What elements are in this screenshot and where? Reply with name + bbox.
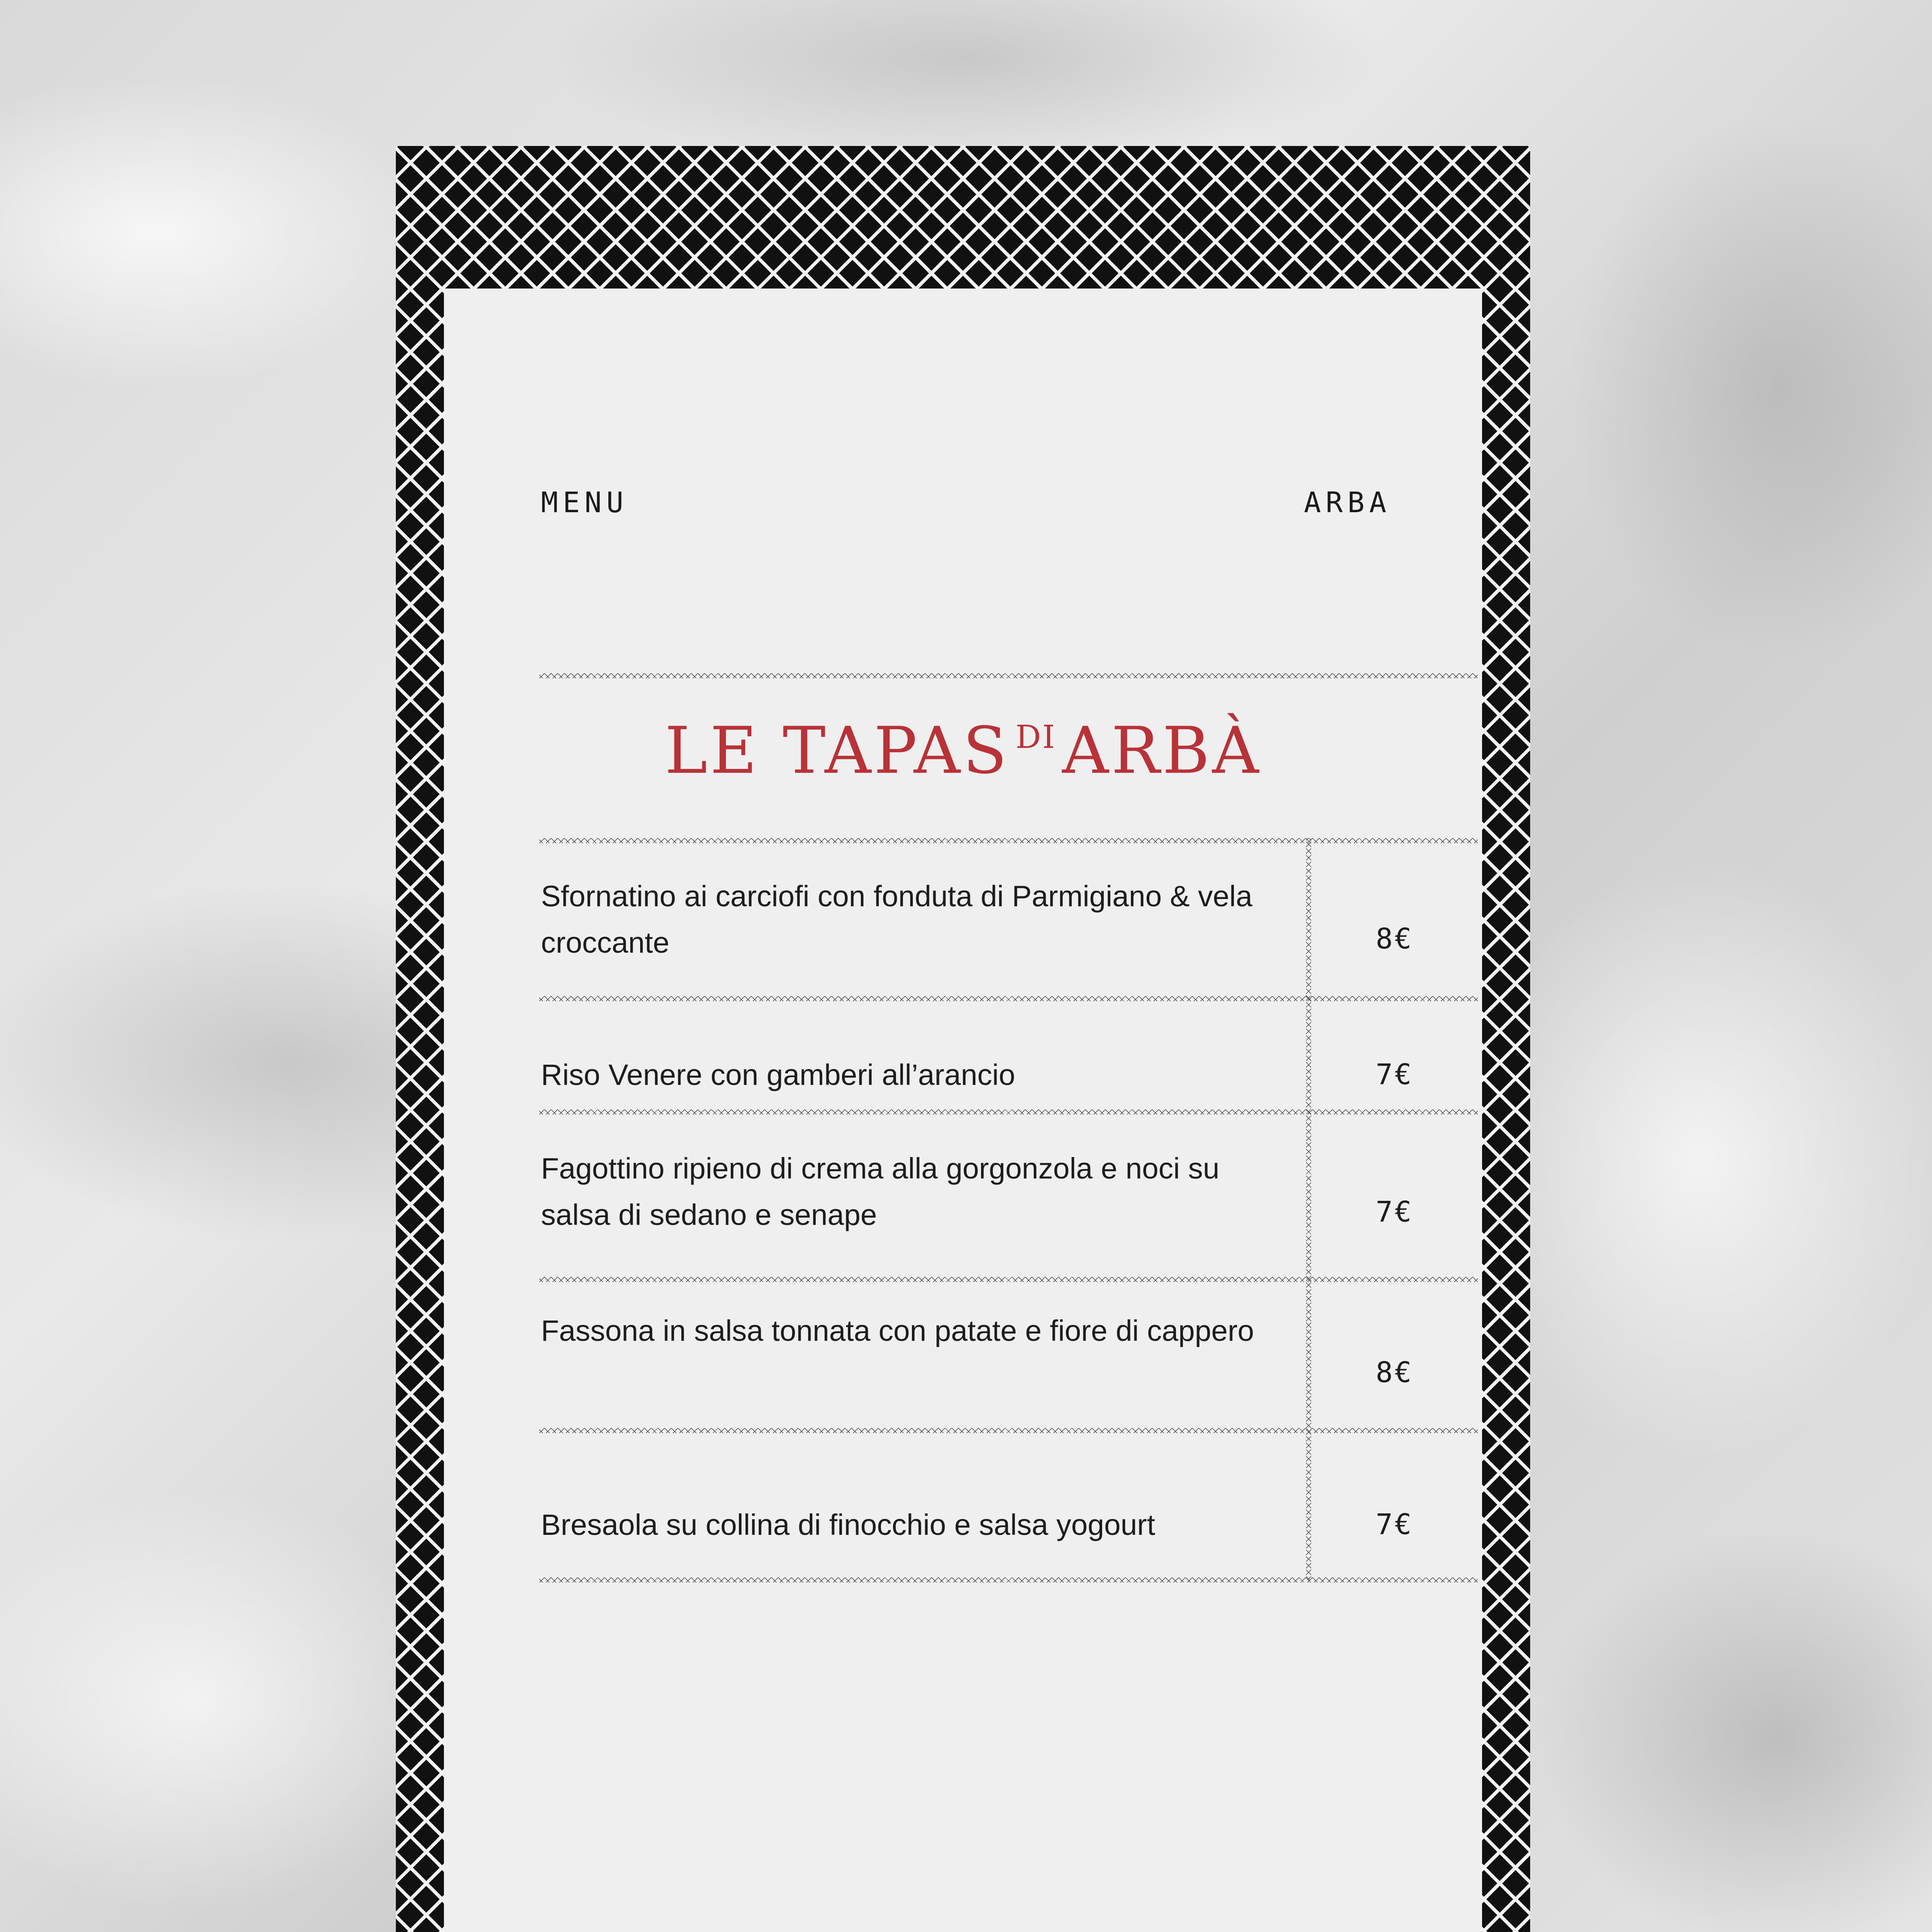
row-divider [539,1277,1478,1282]
title-top-rule [539,673,1478,678]
menu-item-price: 7€ [1376,1508,1413,1541]
menu-item-price: 8€ [1376,1356,1413,1389]
menu-item-name: Fassona in salsa tonnata con patate e fiore di cappero [541,1314,1254,1347]
row-divider [539,1109,1478,1115]
menu-title-main: LE TAPAS [665,714,1010,788]
menu-item-name: Riso Venere con gamberi all’arancio [541,1058,1015,1091]
brand-label: ARBA [1304,486,1391,519]
menu-item-price: 8€ [1376,922,1413,955]
menu-label: MENU [541,486,628,519]
menu-item-name: Sfornatino ai carciofi con fonduta di Parmigiano & vela croccante [541,880,1252,959]
row-divider [539,996,1478,1001]
menu-card [396,146,1530,1932]
row-divider [539,1428,1478,1433]
table-bottom-rule [539,1577,1478,1583]
menu-paper [444,289,1482,1932]
menu-title-name: ARBÀ [1062,714,1261,788]
menu-item-name: Bresaola su collina di finocchio e salsa yogourt [541,1508,1155,1541]
menu-item-price: 7€ [1376,1195,1413,1228]
menu-item-price: 7€ [1376,1058,1413,1091]
menu-item-name: Fagottino ripieno di crema alla gorgonzola e noci su salsa di sedano e senape [541,1152,1220,1231]
table-top-rule [539,838,1478,843]
menu-title [444,714,1482,788]
menu-title-small: DI [1015,719,1056,756]
price-column-divider [1306,838,1311,1580]
